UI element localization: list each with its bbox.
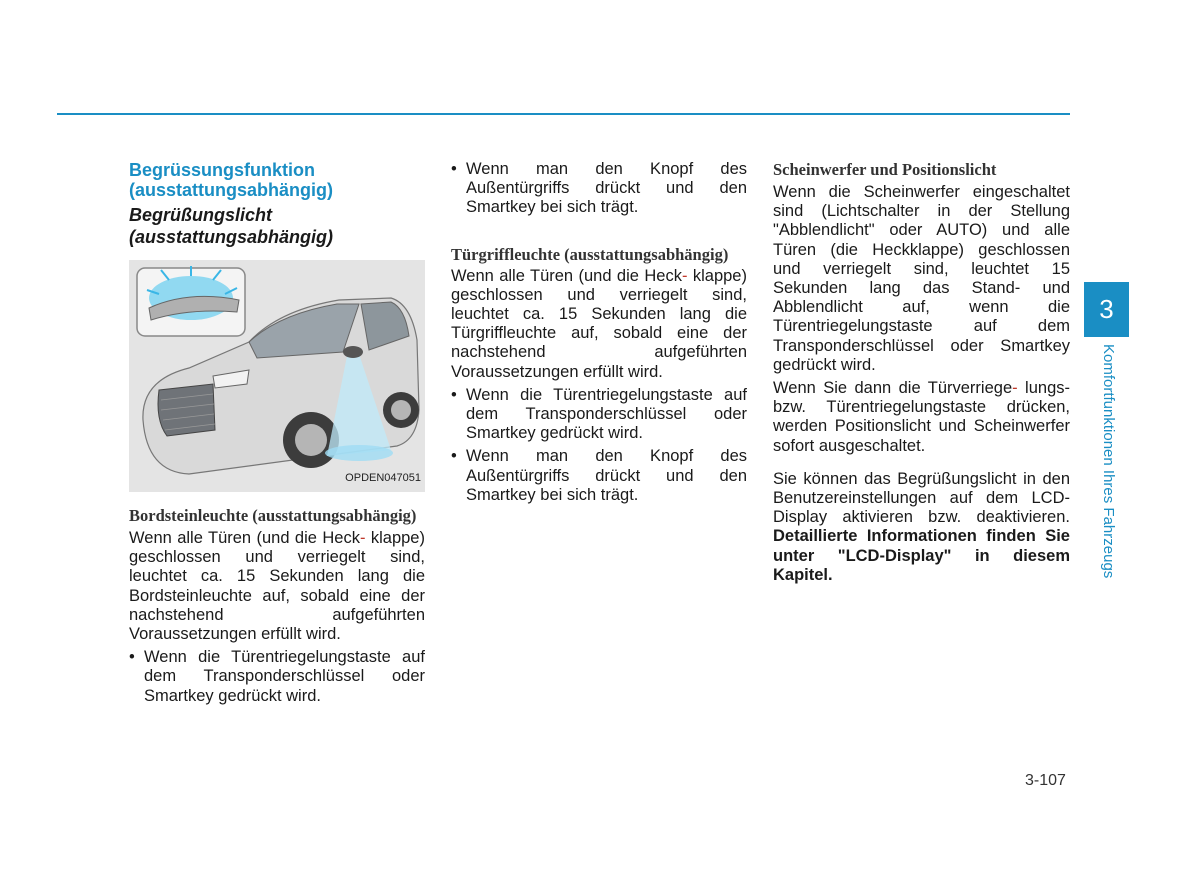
tuergriff-bullet-2: • Wenn man den Knopf des Außentürgriffs drückt und den Smartkey bei sich trägt. bbox=[451, 447, 747, 505]
tuergriff-paragraph: Wenn alle Türen (und die Heck- klappe) geschlossen und verriegelt sind, leuchtet ca. 15 Sekunden lang die Türgriffleuchte auf, sobald eine der nachstehend aufgeführten Voraussetzungen erfüllt wird. bbox=[451, 266, 747, 381]
bordstein-heading: Bordsteinleuchte (ausstattungsabhängig) bbox=[129, 506, 417, 525]
car-welcome-light-image bbox=[129, 260, 425, 492]
car-illustration bbox=[129, 260, 425, 492]
scheinwerfer-heading: Scheinwerfer und Positionslicht bbox=[773, 160, 997, 179]
chapter-title-vertical bbox=[1099, 344, 1121, 614]
subsection-heading: Begrüßungslicht (ausstattungsabhängig) bbox=[129, 205, 334, 247]
tuergriff-bullet-1: • Wenn die Türentriegelungstaste auf dem Transponderschlüssel oder Smartkey gedrückt wird. bbox=[451, 386, 747, 444]
bordstein-paragraph: Wenn alle Türen (und die Heck- klappe) geschlossen und verriegelt sind, leuchtet ca. 15 Sekunden lang die Bordsteinleuchte auf, sobald eine der nachstehend aufgeführten Voraussetzungen erfüllt wird. bbox=[129, 529, 425, 644]
figure-caption: OPDEN047051 bbox=[345, 471, 421, 484]
bordstein-bullet-1: • Wenn die Türentriegelungstaste auf dem Transponderschlüssel oder Smartkey gedrückt wird. bbox=[129, 648, 425, 706]
scheinwerfer-paragraph-3: Sie können das Begrüßungslicht in den Benutzereinstellungen auf dem LCD-Display aktivieren bzw. deaktivieren. Detaillierte Informationen finden Sie unter "LCD-Display" in diesem Kapitel. bbox=[773, 469, 1070, 584]
header-rule bbox=[57, 113, 1070, 115]
chapter-title: Komfortfunktionen Ihres Fahrzeugs bbox=[1100, 344, 1117, 579]
column-2 bbox=[451, 160, 747, 505]
page-number: 3-107 bbox=[1025, 772, 1066, 789]
continued-bullet: • Wenn man den Knopf des Außentürgriffs drückt und den Smartkey bei sich trägt. bbox=[451, 160, 747, 218]
chapter-tab: 3 bbox=[1084, 282, 1129, 337]
section-heading: Begrüssungsfunktion (ausstattungsabhängig) bbox=[129, 160, 334, 200]
column-3 bbox=[773, 160, 1070, 585]
scheinwerfer-paragraph-1: Wenn die Scheinwerfer eingeschaltet sind (Lichtschalter in der Stellung "Abblendlicht" oder AUTO) und alle Türen (die Heckklappe) geschlossen und verriegelt sind, leuchtet 15 Sekunden lang das Stand- und Abblendlicht auf, wenn die Türentriegelungstaste auf dem Transponderschlüssel oder Smartkey gedrückt wird. bbox=[773, 183, 1070, 374]
column-1 bbox=[129, 160, 425, 706]
tuergriff-heading: Türgriffleuchte (ausstattungsabhängig) bbox=[451, 244, 729, 264]
scheinwerfer-paragraph-2: Wenn Sie dann die Türverriege- lungs- bzw. Türentriegelungstaste drücken, werden Positionslicht und Scheinwerfer sofort ausgeschaltet. bbox=[773, 379, 1070, 455]
